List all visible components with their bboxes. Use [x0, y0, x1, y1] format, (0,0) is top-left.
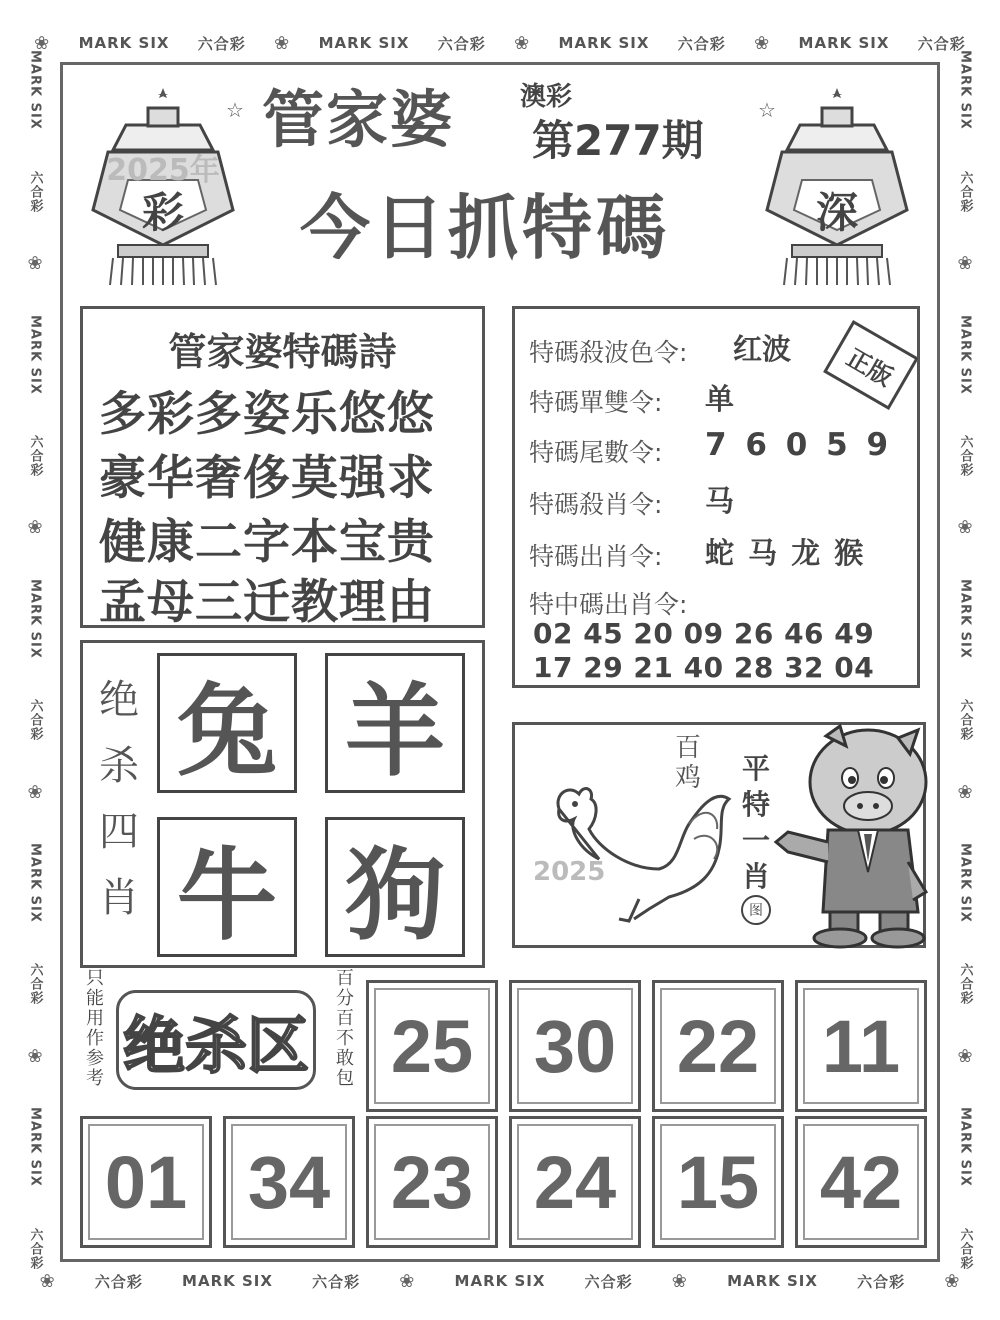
aocai-label: 澳彩 [520, 82, 573, 112]
kill-four-label: 绝杀四肖 [99, 677, 139, 921]
left-lantern [88, 80, 238, 290]
lantern-left-char: 彩 [141, 188, 184, 237]
badge-icon: 图 [741, 895, 771, 925]
mark-six-text: MARK SIX [454, 1272, 546, 1290]
info-label: 特碼殺肖令: [529, 490, 663, 519]
poem-line: 孟母三迁教理由 [99, 575, 435, 630]
flower-icon: ❀ [34, 32, 51, 54]
kill-number-cell [366, 1116, 498, 1248]
liuhecai-text: 六合彩 [857, 1272, 906, 1291]
mark-six-text: MARK SIX [957, 314, 973, 395]
kill-number: 25 [390, 1004, 474, 1088]
kill-number-cell [509, 980, 641, 1112]
liuhecai-text: 六合彩 [27, 1227, 43, 1270]
right-lantern [762, 80, 912, 290]
flower-icon: ❀ [27, 253, 43, 275]
issue-number: 第277期 [532, 116, 704, 165]
zodiac-cell: 狗 [325, 817, 465, 957]
mark-six-text: MARK SIX [727, 1272, 818, 1290]
liuhecai-text: 六合彩 [27, 434, 43, 477]
kill-number-cell [652, 1116, 784, 1248]
flower-icon: ❀ [39, 1270, 56, 1292]
flower-icon: ❀ [27, 781, 43, 803]
flower-icon: ❀ [27, 1045, 43, 1067]
kill-number-cell [80, 1116, 212, 1248]
kill-number-cell [795, 1116, 927, 1248]
info-label: 特碼尾數令: [529, 438, 663, 467]
flower-icon: ❀ [274, 32, 291, 54]
info-label: 特碼出肖令: [529, 542, 663, 571]
mark-six-text: MARK SIX [957, 50, 973, 131]
rooster-caption: 百鸡 [674, 733, 701, 793]
kill-number: 11 [821, 1004, 901, 1088]
flower-icon: ❀ [27, 517, 43, 539]
star-icon: ☆ [226, 98, 244, 122]
kill-number-cell [223, 1116, 355, 1248]
info-value: 红波 [733, 332, 792, 366]
kill-number-cell [509, 1116, 641, 1248]
rooster-illustration [539, 769, 739, 929]
liuhecai-text: 六合彩 [957, 963, 973, 1006]
liuhecai-text: 六合彩 [957, 434, 973, 477]
flower-icon: ❀ [754, 32, 771, 54]
flower-icon: ❀ [957, 781, 973, 803]
kill-number: 01 [104, 1140, 188, 1224]
authentic-stamp: 正版 [823, 320, 919, 410]
liuhecai-text: 六合彩 [584, 1272, 633, 1291]
mark-six-text: MARK SIX [27, 50, 43, 131]
zodiac-cell: 羊 [325, 653, 465, 793]
ping-te-label: 平特一肖 [741, 752, 770, 893]
mark-six-text: MARK SIX [957, 578, 973, 659]
kill-number: 15 [676, 1140, 760, 1224]
info-value: 7 6 0 5 9 [705, 427, 893, 463]
mark-six-text: MARK SIX [318, 34, 410, 52]
right-border-strip [952, 30, 978, 1290]
mark-six-text: MARK SIX [182, 1272, 273, 1290]
liuhecai-text: 六合彩 [437, 34, 486, 53]
info-value: 马 [705, 484, 735, 518]
reference-note: 只能用作参考 [83, 968, 104, 1088]
year-watermark: 2025 [533, 857, 606, 887]
liuhecai-text: 六合彩 [197, 34, 246, 53]
mark-six-text: MARK SIX [27, 314, 43, 395]
numbers-row: 02 45 20 09 26 46 49 [533, 617, 875, 650]
kill-number-cell [795, 980, 927, 1112]
bottom-border-strip [20, 1270, 980, 1292]
liuhecai-text: 六合彩 [677, 34, 726, 53]
flower-icon: ❀ [957, 517, 973, 539]
mark-six-text: MARK SIX [78, 34, 170, 52]
kill-number: 42 [819, 1140, 903, 1224]
poem-title: 管家婆特碼詩 [168, 330, 397, 374]
liuhecai-text: 六合彩 [27, 170, 43, 213]
year-watermark: 2025年 [106, 153, 220, 188]
mark-six-text: MARK SIX [27, 578, 43, 659]
lantern-right-char: 深 [815, 188, 858, 237]
info-value: 蛇 马 龙 猴 [705, 536, 866, 570]
poem-line: 健康二字本宝贵 [99, 515, 435, 570]
kill-number: 23 [390, 1140, 474, 1224]
poem-box [80, 306, 485, 628]
mark-six-text: MARK SIX [558, 34, 650, 52]
flower-icon: ❀ [399, 1270, 416, 1292]
left-border-strip [22, 30, 51, 1290]
page-title: 管家婆 [262, 83, 455, 156]
liuhecai-text: 六合彩 [27, 963, 43, 1006]
info-label: 特碼殺波色令: [529, 338, 688, 367]
flower-icon: ❀ [957, 253, 973, 275]
flower-icon: ❀ [944, 1270, 961, 1292]
flower-icon: ❀ [671, 1270, 688, 1292]
info-box [512, 306, 920, 688]
poem-line: 豪华奢侈莫强求 [99, 451, 435, 506]
kill-number-cell [652, 980, 784, 1112]
liuhecai-text: 六合彩 [27, 699, 43, 742]
star-icon: ☆ [758, 98, 776, 122]
zodiac-cell: 牛 [157, 817, 297, 957]
info-value: 单 [705, 382, 735, 416]
guarantee-note: 百分百不敢包 [333, 968, 354, 1088]
mark-six-text: MARK SIX [957, 843, 973, 923]
zodiac-cell: 兔 [157, 653, 297, 793]
pig-mascot-icon [768, 722, 938, 950]
kill-zone-title: 绝杀区 [116, 990, 316, 1090]
mark-six-text: MARK SIX [957, 1107, 973, 1188]
flower-icon: ❀ [514, 32, 531, 54]
liuhecai-text: 六合彩 [957, 1227, 973, 1270]
mark-six-text: MARK SIX [27, 843, 43, 923]
liuhecai-text: 六合彩 [957, 170, 973, 213]
kill-number: 24 [533, 1140, 617, 1224]
info-label: 特碼單雙令: [529, 388, 663, 417]
liuhecai-text: 六合彩 [957, 699, 973, 742]
mark-six-text: MARK SIX [27, 1107, 43, 1188]
subtitle: 今日抓特碼 [300, 187, 670, 269]
numbers-row: 17 29 21 40 28 32 04 [533, 651, 875, 684]
top-border-strip [20, 32, 980, 54]
mark-six-text: MARK SIX [798, 34, 890, 52]
kill-number: 22 [676, 1004, 760, 1088]
kill-number: 30 [533, 1004, 617, 1088]
kill-number-cell [366, 980, 498, 1112]
liuhecai-text: 六合彩 [917, 34, 966, 53]
flower-icon: ❀ [957, 1045, 973, 1067]
numbers-label: 特中碼出肖令: [529, 590, 688, 619]
poem-line: 多彩多姿乐悠悠 [99, 387, 435, 442]
kill-four-box [80, 640, 485, 968]
kill-number: 34 [247, 1140, 331, 1224]
liuhecai-text: 六合彩 [312, 1272, 361, 1291]
liuhecai-text: 六合彩 [94, 1272, 143, 1291]
